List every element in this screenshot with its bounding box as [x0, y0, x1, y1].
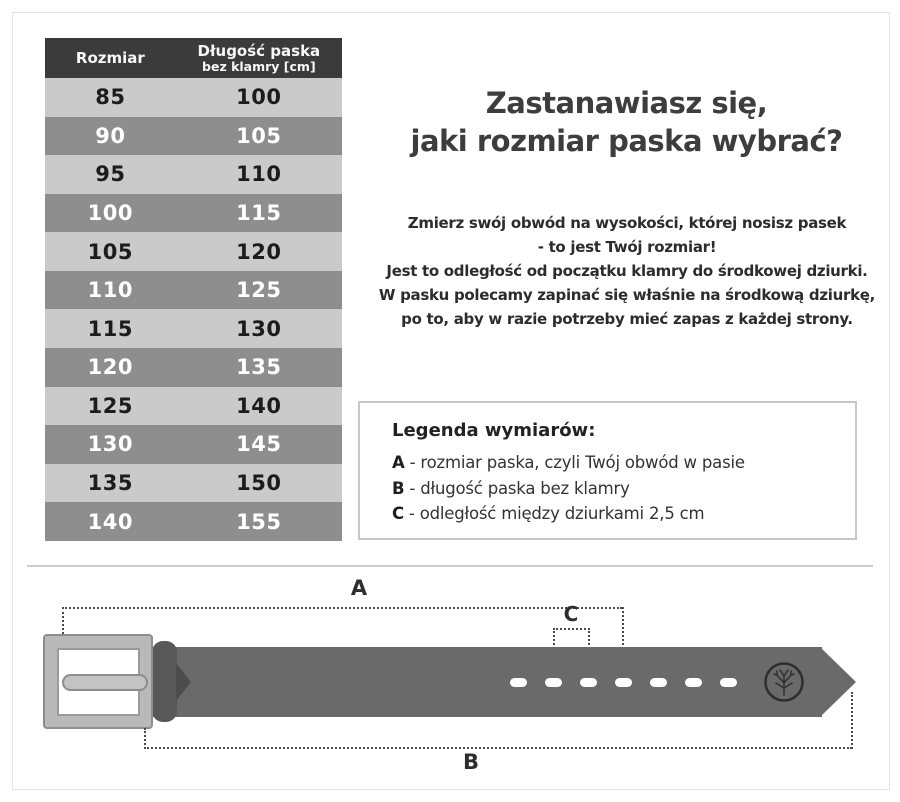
size-cell: 115 [176, 194, 342, 233]
size-cell: 155 [176, 502, 342, 541]
size-cell: 85 [45, 78, 176, 117]
table-row [45, 309, 342, 348]
dimension-label-a: A [350, 576, 368, 600]
size-cell: 125 [176, 271, 342, 310]
page-title-line1: Zastanawiasz się, [485, 86, 768, 120]
table-row [45, 387, 342, 426]
table-row [45, 232, 342, 271]
dimension-line-b-left-tick [144, 728, 146, 749]
size-cell: 100 [176, 78, 342, 117]
table-row [45, 78, 342, 117]
size-cell: 130 [176, 309, 342, 348]
intro-line: - to jest Twój rozmiar! [537, 238, 717, 256]
size-cell: 95 [45, 155, 176, 194]
intro-line: po to, aby w razie potrzeby mieć zapas z każdej strony. [401, 310, 853, 328]
dimension-label-b: B [462, 750, 479, 774]
size-cell: 100 [45, 194, 176, 233]
belt-hole [510, 678, 527, 687]
table-row [45, 502, 342, 541]
belt-hole [650, 678, 667, 687]
table-row [45, 348, 342, 387]
belt-hole [720, 678, 737, 687]
legend-item-b [392, 476, 845, 502]
size-cell: 130 [45, 425, 176, 464]
legend-text-c: - odległość między dziurkami 2,5 cm [408, 504, 705, 523]
intro-line: Jest to odległość od początku klamry do środkowej dziurki. [386, 262, 868, 280]
size-cell: 90 [45, 117, 176, 156]
legend-item-a [392, 450, 845, 476]
length-column-header [176, 38, 342, 78]
size-cell: 110 [45, 271, 176, 310]
belt-hole [615, 678, 632, 687]
legend-item-c [392, 501, 845, 527]
intro-line: Zmierz swój obwód na wysokości, której nosisz pasek [407, 214, 847, 232]
dimension-line-c [553, 628, 590, 630]
size-cell: 120 [176, 232, 342, 271]
size-cell: 115 [45, 309, 176, 348]
size-cell: 105 [176, 117, 342, 156]
size-cell: 110 [176, 155, 342, 194]
dimension-line-a-left-tick [62, 607, 64, 634]
page-title [358, 84, 895, 160]
belt-hole [685, 678, 702, 687]
belt-hole [545, 678, 562, 687]
belt-buckle-prong [62, 674, 148, 691]
size-cell: 120 [45, 348, 176, 387]
table-row [45, 464, 342, 503]
belt-loop [152, 641, 177, 722]
size-cell: 150 [176, 464, 342, 503]
size-cell: 125 [45, 387, 176, 426]
length-header-line2: bez klamry [cm] [202, 59, 316, 75]
table-row [45, 117, 342, 156]
size-table [45, 38, 342, 541]
legend-title: Legenda wymiarów: [392, 420, 596, 441]
legend-key-b: B [392, 478, 405, 498]
legend-key-a: A [392, 453, 405, 472]
table-row [45, 271, 342, 310]
belt-hole [580, 678, 597, 687]
size-table-header-row [45, 38, 342, 78]
tree-logo-icon [763, 661, 805, 703]
dimension-line-a [62, 607, 622, 609]
intro-text [327, 211, 900, 331]
table-row [45, 194, 342, 233]
legend-key-c: C [392, 504, 404, 523]
table-row [45, 425, 342, 464]
size-cell: 140 [45, 502, 176, 541]
intro-line: W pasku polecamy zapinać się właśnie na środkową dziurkę, [378, 286, 876, 304]
size-column-header [45, 38, 176, 78]
size-cell: 140 [176, 387, 342, 426]
length-header-line1: Długość paska [197, 41, 321, 60]
size-cell: 135 [176, 348, 342, 387]
belt-fold [176, 663, 191, 701]
dimension-label-c: C [563, 602, 579, 626]
size-cell: 145 [176, 425, 342, 464]
legend-box [358, 401, 857, 540]
dimension-line-b-right-tick [851, 692, 853, 749]
legend-text-a: - rozmiar paska, czyli Twój obwód w pasie [409, 453, 745, 472]
table-row [45, 155, 342, 194]
page-title-line2: jaki rozmiar paska wybrać? [410, 124, 843, 158]
dimension-line-b [144, 747, 852, 749]
legend-text-b: - długość paska bez klamry [409, 478, 630, 498]
size-cell: 105 [45, 232, 176, 271]
size-table-body [45, 78, 342, 541]
size-header-label: Rozmiar [75, 49, 145, 68]
section-divider [27, 565, 873, 567]
size-cell: 135 [45, 464, 176, 503]
